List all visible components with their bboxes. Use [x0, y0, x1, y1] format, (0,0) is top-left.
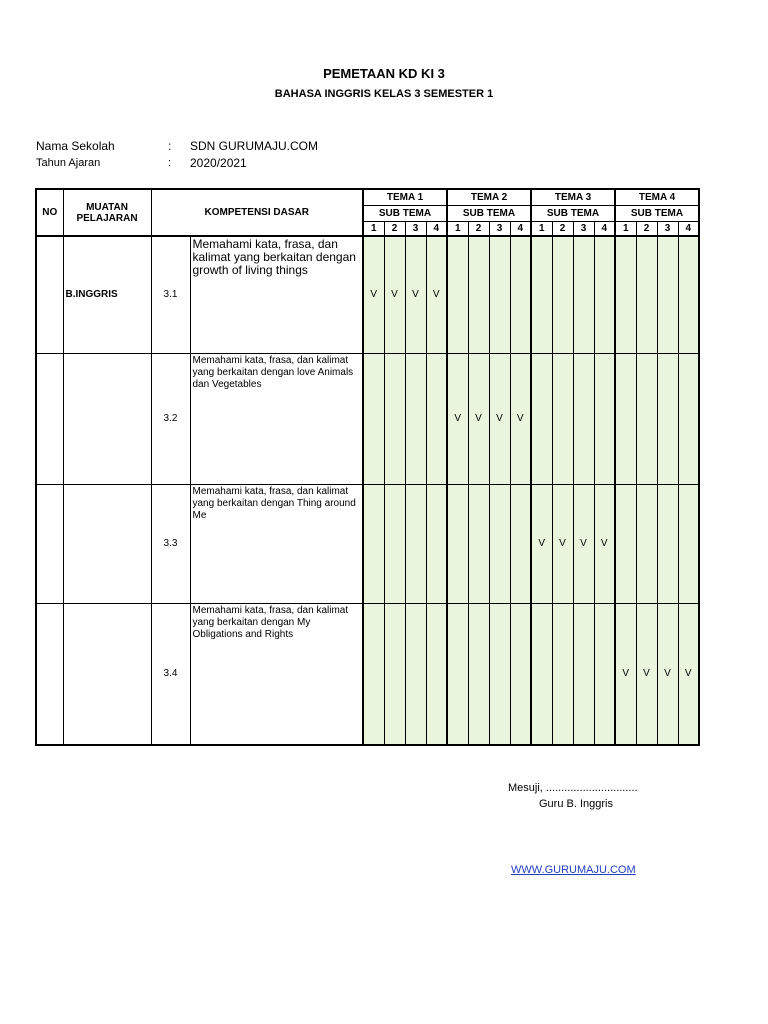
header-subtema-number: 4	[594, 221, 615, 236]
year-value: 2020/2021	[190, 156, 247, 170]
tema-4-subtema-3-cell	[657, 353, 678, 484]
table-row	[36, 353, 699, 484]
tema-3-subtema-3-cell	[573, 236, 594, 353]
check-mark: V	[657, 603, 678, 745]
row-kode: 3.1	[151, 236, 190, 353]
kd-mapping-table	[35, 188, 700, 746]
signature-role: Guru B. Inggris	[539, 798, 613, 810]
tema-4-subtema-4-cell	[678, 353, 699, 484]
tema-4-subtema-2-cell	[636, 353, 657, 484]
tema-2-subtema-2-cell	[468, 484, 489, 603]
header-subtema-4: SUB TEMA	[615, 205, 699, 221]
tema-3-subtema-2-cell	[552, 603, 573, 745]
check-mark: V	[594, 484, 615, 603]
school-value: SDN GURUMAJU.COM	[190, 139, 318, 153]
row-muatan: B.INGGRIS	[63, 236, 151, 353]
check-mark: V	[489, 353, 510, 484]
header-muatan: MUATAN PELAJARAN	[63, 189, 151, 236]
tema-4-subtema-4-cell	[678, 484, 699, 603]
tema-2-subtema-2-cell	[468, 236, 489, 353]
check-mark: V	[615, 603, 636, 745]
page-subtitle: BAHASA INGGRIS KELAS 3 SEMESTER 1	[274, 88, 494, 100]
header-tema-3: TEMA 3	[531, 189, 615, 205]
header-subtema-number: 2	[468, 221, 489, 236]
tema-1-subtema-2-cell	[384, 484, 405, 603]
check-mark: V	[510, 353, 531, 484]
header-subtema-number: 2	[552, 221, 573, 236]
tema-1-subtema-3-cell	[405, 484, 426, 603]
signature-place: Mesuji, ..............................	[508, 782, 638, 794]
header-subtema-1: SUB TEMA	[363, 205, 447, 221]
row-muatan	[63, 603, 151, 745]
header-subtema-number: 4	[678, 221, 699, 236]
tema-2-subtema-1-cell	[447, 236, 468, 353]
row-no	[36, 603, 63, 745]
row-kompetensi-dasar: Memahami kata, frasa, dan kalimat yang berkaitan dengan growth of living things	[190, 236, 363, 353]
page-title: PEMETAAN KD KI 3	[323, 66, 445, 81]
check-mark: V	[678, 603, 699, 745]
table-row	[36, 603, 699, 745]
row-kompetensi-dasar: Memahami kata, frasa, dan kalimat yang berkaitan dengan My Obligations and Rights	[190, 603, 363, 745]
header-subtema-number: 3	[405, 221, 426, 236]
tema-4-subtema-3-cell	[657, 484, 678, 603]
check-mark: V	[468, 353, 489, 484]
tema-3-subtema-1-cell	[531, 603, 552, 745]
table-row	[36, 236, 699, 353]
row-muatan	[63, 484, 151, 603]
tema-2-subtema-3-cell	[489, 236, 510, 353]
year-label: Tahun Ajaran	[36, 157, 101, 169]
row-muatan	[63, 353, 151, 484]
tema-3-subtema-1-cell	[531, 353, 552, 484]
tema-1-subtema-4-cell	[426, 353, 447, 484]
tema-1-subtema-1-cell	[363, 603, 384, 745]
school-separator: :	[168, 139, 172, 153]
header-row-tema	[36, 189, 699, 205]
row-kompetensi-dasar: Memahami kata, frasa, dan kalimat yang berkaitan dengan love Animals dan Vegetables	[190, 353, 363, 484]
tema-2-subtema-4-cell	[510, 603, 531, 745]
tema-4-subtema-1-cell	[615, 484, 636, 603]
tema-3-subtema-4-cell	[594, 236, 615, 353]
header-subtema-number: 4	[426, 221, 447, 236]
tema-4-subtema-2-cell	[636, 484, 657, 603]
tema-1-subtema-4-cell	[426, 603, 447, 745]
tema-3-subtema-4-cell	[594, 603, 615, 745]
tema-1-subtema-3-cell	[405, 603, 426, 745]
tema-2-subtema-3-cell	[489, 603, 510, 745]
tema-3-subtema-2-cell	[552, 236, 573, 353]
header-subtema-number: 1	[447, 221, 468, 236]
row-no	[36, 484, 63, 603]
tema-2-subtema-4-cell	[510, 484, 531, 603]
tema-4-subtema-3-cell	[657, 236, 678, 353]
footer-link[interactable]: WWW.GURUMAJU.COM	[511, 864, 636, 876]
tema-3-subtema-3-cell	[573, 353, 594, 484]
header-tema-4: TEMA 4	[615, 189, 699, 205]
header-subtema-number: 1	[615, 221, 636, 236]
tema-1-subtema-2-cell	[384, 353, 405, 484]
table-row	[36, 484, 699, 603]
check-mark: V	[531, 484, 552, 603]
tema-2-subtema-3-cell	[489, 484, 510, 603]
header-subtema-number: 3	[573, 221, 594, 236]
header-subtema-2: SUB TEMA	[447, 205, 531, 221]
check-mark: V	[405, 236, 426, 353]
header-subtema-number: 1	[531, 221, 552, 236]
header-subtema-number: 3	[657, 221, 678, 236]
tema-4-subtema-4-cell	[678, 236, 699, 353]
tema-1-subtema-2-cell	[384, 603, 405, 745]
tema-4-subtema-1-cell	[615, 236, 636, 353]
check-mark: V	[552, 484, 573, 603]
row-no	[36, 353, 63, 484]
tema-2-subtema-1-cell	[447, 484, 468, 603]
row-kode: 3.2	[151, 353, 190, 484]
header-subtema-number: 1	[363, 221, 384, 236]
tema-1-subtema-4-cell	[426, 484, 447, 603]
check-mark: V	[573, 484, 594, 603]
tema-1-subtema-3-cell	[405, 353, 426, 484]
row-kode: 3.3	[151, 484, 190, 603]
check-mark: V	[426, 236, 447, 353]
header-subtema-3: SUB TEMA	[531, 205, 615, 221]
tema-2-subtema-1-cell	[447, 603, 468, 745]
school-label: Nama Sekolah	[36, 139, 115, 153]
tema-1-subtema-1-cell	[363, 353, 384, 484]
check-mark: V	[447, 353, 468, 484]
header-subtema-number: 3	[489, 221, 510, 236]
header-subtema-number: 4	[510, 221, 531, 236]
tema-3-subtema-3-cell	[573, 603, 594, 745]
check-mark: V	[636, 603, 657, 745]
tema-3-subtema-2-cell	[552, 353, 573, 484]
row-no	[36, 236, 63, 353]
header-tema-2: TEMA 2	[447, 189, 531, 205]
year-separator: :	[168, 157, 172, 169]
check-mark: V	[384, 236, 405, 353]
tema-4-subtema-2-cell	[636, 236, 657, 353]
row-kode: 3.4	[151, 603, 190, 745]
tema-4-subtema-1-cell	[615, 353, 636, 484]
header-no: NO	[36, 189, 63, 236]
header-subtema-number: 2	[384, 221, 405, 236]
tema-2-subtema-4-cell	[510, 236, 531, 353]
header-tema-1: TEMA 1	[363, 189, 447, 205]
row-kompetensi-dasar: Memahami kata, frasa, dan kalimat yang berkaitan dengan Thing around Me	[190, 484, 363, 603]
header-subtema-number: 2	[636, 221, 657, 236]
tema-2-subtema-2-cell	[468, 603, 489, 745]
header-kompetensi-dasar: KOMPETENSI DASAR	[151, 189, 363, 236]
tema-3-subtema-1-cell	[531, 236, 552, 353]
check-mark: V	[363, 236, 384, 353]
tema-3-subtema-4-cell	[594, 353, 615, 484]
tema-1-subtema-1-cell	[363, 484, 384, 603]
